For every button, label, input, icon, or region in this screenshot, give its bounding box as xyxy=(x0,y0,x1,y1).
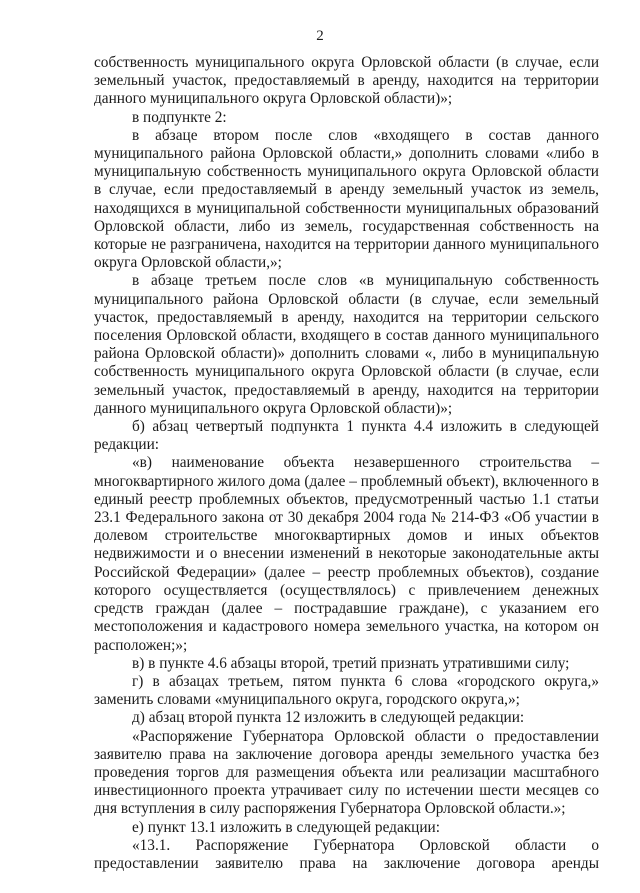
paragraph-12: «13.1. Распоряжение Губернатора Орловской области о предоставлении заявителю права на заключение договора аренды xyxy=(94,836,599,872)
paragraph-3: в абзаце втором после слов «входящего в состав данного муниципального района Орловской области,» дополнить словами «либо в муниципальную собственность муниципального округа Орловской области в случае, если предоставляемый в аренду земельный участок из земель, находящихся в муниципальной собственности муниципальных образований Орловской области, либо из земель, государственная собственность на которые не разграничена, находится на территории данного муниципального округа Орловской области,»; xyxy=(94,126,599,272)
paragraph-5: б) абзац четвертый подпункта 1 пункта 4.4 изложить в следующей редакции: xyxy=(94,418,599,454)
paragraph-9: д) абзац второй пункта 12 изложить в следующей редакции: xyxy=(132,709,525,727)
paragraph-1: собственность муниципального округа Орловской области (в случае, если земельный участок, предоставляемый в аренду, находится на территории данного муниципального округа Орловской области)»; xyxy=(94,54,599,108)
paragraph-7: в) в пункте 4.6 абзацы второй, третий признать утратившими силу; xyxy=(132,654,570,672)
paragraph-6: «в) наименование объекта незавершенного строительства – многоквартирного жилого дома (далее – проблемный объект), включенного в единый реестр проблемных объектов, предусмотренный частью 1.1 статьи 23.1 Федерального закона от 30 декабря 2004 года № 214-ФЗ «Об участии в долевом строительстве многоквартирных домов и иных объектов недвижимости и о внесении изменений в некоторые законодательные акты Российской Федерации» (далее – реестр проблемных объектов), создание которого осуществляется (осуществлялось) с привлечением денежных средств граждан (далее – пострадавшие граждане), с указанием его местоположения и кадастрового номера земельного участка, на котором он расположен;»; xyxy=(94,454,599,654)
paragraph-8: г) в абзацах третьем, пятом пункта 6 слова «городского округа,» заменить словами «муниципального округа, городского округа,»; xyxy=(94,672,599,709)
paragraph-10: «Распоряжение Губернатора Орловской области о предоставлении заявителю права на заключение договора аренды земельного участка без проведения торгов для размещения объекта или реализации масштабного инвестиционного проекта утрачивает силу по истечении шести месяцев со дня вступления в силу распоряжения Губернатора Орловской области.»; xyxy=(94,727,599,818)
paragraph-2: в подпункте 2: xyxy=(132,108,227,126)
paragraph-4: в абзаце третьем после слов «в муниципальную собственность муниципального района Орловской области (в случае, если земельный участок, предоставляемый в аренду, находится на территории сельского поселения Орловской области, входящего в состав данного муниципального района Орловской области)» дополнить словами «, либо в муниципальную собственность муниципального округа Орловской области (в случае, если земельный участок, предоставляемый в аренду, находится на территории данного муниципального округа Орловской области)»; xyxy=(94,272,599,417)
page-number: 2 xyxy=(316,28,324,44)
paragraph-11: е) пункт 13.1 изложить в следующей редакции: xyxy=(132,818,440,836)
document-body xyxy=(94,54,599,873)
